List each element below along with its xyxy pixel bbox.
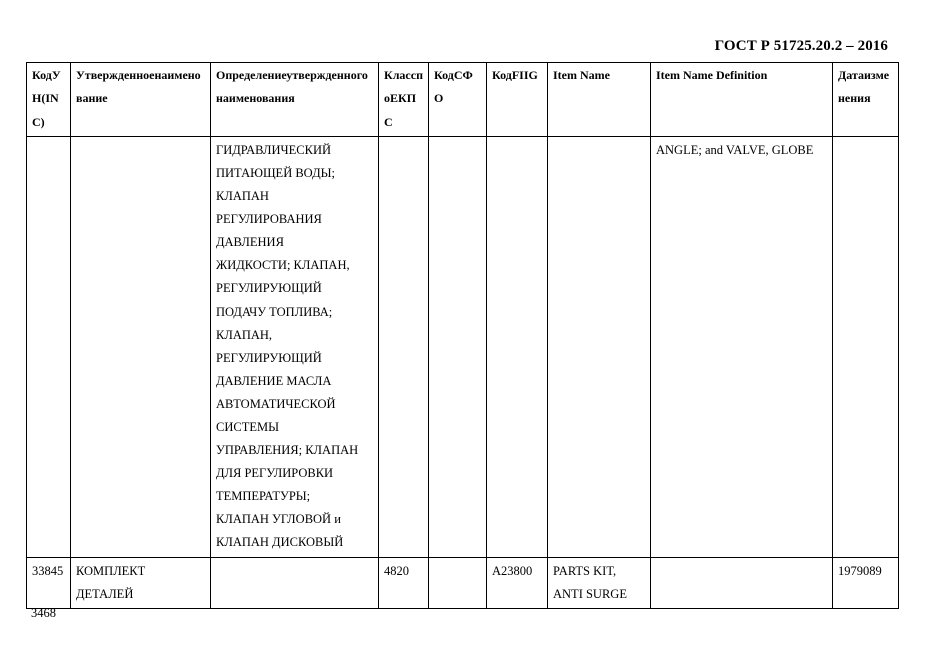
cell-definition-line: КЛАПАН (216, 189, 269, 204)
header-class: КласспоЕКПС (379, 63, 429, 137)
cell-item-name-definition-line: ANGLE; and VALVE, GLOBE (656, 142, 814, 157)
cell-inc (27, 136, 71, 557)
cell-item-name-line: ANTI SURGE (553, 586, 627, 601)
cell-item-name-definition (651, 557, 833, 608)
cell-definition-line: РЕГУЛИРОВАНИЯ (216, 212, 322, 227)
table-row (27, 136, 899, 557)
header-date: Датаизменения (833, 63, 899, 137)
table-row (27, 557, 899, 608)
cell-definition-line: СИСТЕМЫ (216, 420, 279, 435)
cell-definition-line: ПОДАЧУ ТОПЛИВА; (216, 304, 333, 319)
header-sfo: КодСФО (429, 63, 487, 137)
header-fiig: КодFIIG (487, 63, 548, 137)
cell-definition (211, 136, 379, 557)
cell-item-name (548, 136, 651, 557)
header-definition: Определениеутвержденногонаименования (211, 63, 379, 137)
cell-date: 1979089 (833, 557, 899, 608)
cell-definition-line: КЛАПАН, (216, 327, 273, 342)
cell-class: 4820 (379, 557, 429, 608)
cell-approved-name-line: КОМПЛЕКТ (76, 563, 146, 578)
cell-fiig (487, 136, 548, 557)
cell-definition-line: КЛАПАН ДИСКОВЫЙ (216, 535, 344, 550)
cell-item-name-line: PARTS KIT, (553, 563, 617, 578)
cell-sfo (429, 136, 487, 557)
cell-approved-name-line: ДЕТАЛЕЙ (76, 586, 134, 601)
cell-definition-line: РЕГУЛИРУЮЩИЙ (216, 281, 322, 296)
document-standard-header: ГОСТ Р 51725.20.2 – 2016 (714, 38, 888, 54)
cell-class (379, 136, 429, 557)
cell-definition-line: ГИДРАВЛИЧЕСКИЙ (216, 142, 332, 157)
cell-definition-line: ЖИДКОСТИ; КЛАПАН, (216, 258, 350, 273)
cell-approved-name (71, 136, 211, 557)
cell-definition-line: ДАВЛЕНИЕ МАСЛА (216, 373, 332, 388)
cell-definition-line: ТЕМПЕРАТУРЫ; (216, 489, 311, 504)
header-item-name: Item Name (548, 63, 651, 137)
cell-fiig: A23800 (487, 557, 548, 608)
cell-definition (211, 557, 379, 608)
cell-item-name-definition (651, 136, 833, 557)
cell-definition-line: РЕГУЛИРУЮЩИЙ (216, 350, 322, 365)
cell-sfo (429, 557, 487, 608)
cell-inc: 33845 (27, 557, 71, 608)
table-body (27, 136, 899, 608)
cell-definition-line: ДЛЯ РЕГУЛИРОВКИ (216, 466, 334, 481)
page-number: 3468 (31, 606, 56, 620)
cell-definition-line: КЛАПАН УГЛОВОЙ и (216, 512, 341, 527)
table-header-row (27, 63, 899, 137)
cell-item-name (548, 557, 651, 608)
header-approved-name: Утвержденноенаименование (71, 63, 211, 137)
header-item-name-definition: Item Name Definition (651, 63, 833, 137)
header-inc: КодУН(INC) (27, 63, 71, 137)
cell-definition-line: УПРАВЛЕНИЯ; КЛАПАН (216, 443, 359, 458)
classification-table (26, 62, 899, 609)
cell-definition-line: ПИТАЮЩЕЙ ВОДЫ; (216, 165, 335, 180)
cell-definition-line: АВТОМАТИЧЕСКОЙ (216, 396, 336, 411)
cell-definition-line: ДАВЛЕНИЯ (216, 235, 284, 250)
cell-approved-name (71, 557, 211, 608)
cell-date (833, 136, 899, 557)
